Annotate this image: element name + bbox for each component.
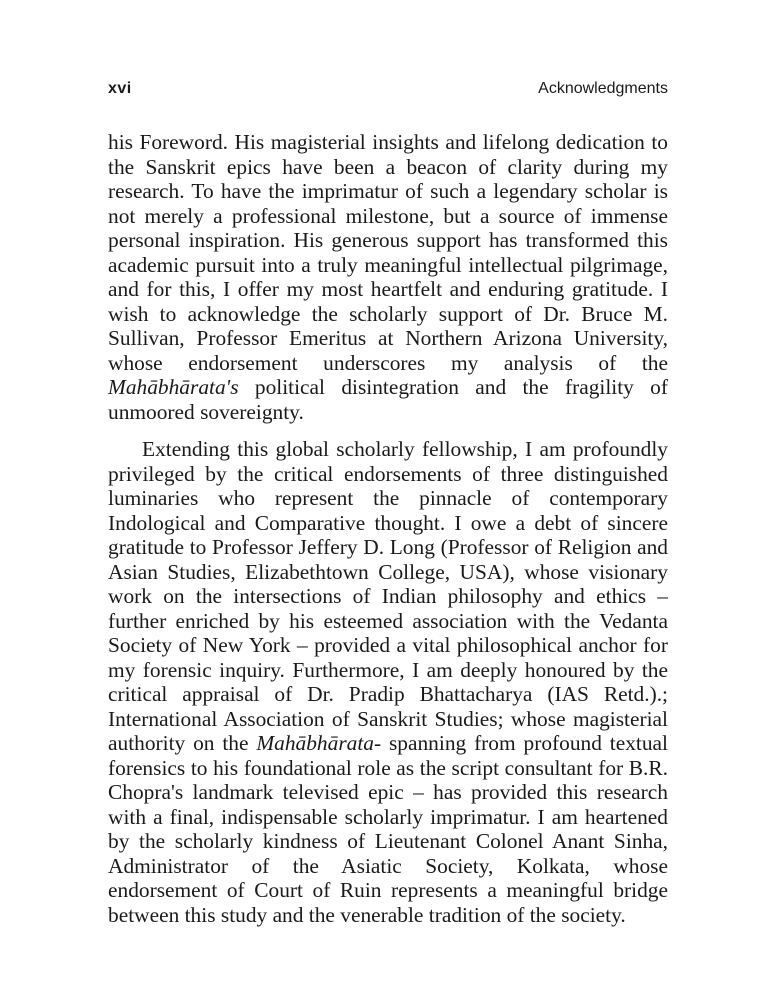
- running-section-title: Acknowledgments: [538, 80, 668, 97]
- paragraph-1-italic-title: Mahābhārata's: [108, 375, 239, 399]
- paragraph-2: [108, 437, 668, 927]
- body-text: [108, 130, 668, 927]
- paragraph-2-italic-title: Mahābhārata: [256, 731, 374, 755]
- paragraph-2-text-b: - spanning from profound textual forensics to his foundational role as the script consultant for B.R. Chopra's landmark televised epic – has provided this research with a final, indispensable scholarly imprimatur. I am heartened by the scholarly kindness of Lieutenant Colonel Anant Sinha, Administrator of the Asiatic Society, Kolkata, whose endorsement of Court of Ruin represents a meaningful bridge between this study and the venerable tradition of the society.: [108, 731, 668, 927]
- paragraph-2-text-a: Extending this global scholarly fellowship, I am profoundly privileged by the critical endorsements of three distinguished luminaries who represent the pinnacle of contemporary Indological and Comparative thought. I owe a debt of sincere gratitude to Professor Jeffery D. Long (Professor of Religion and Asian Studies, Elizabethtown College, USA), whose visionary work on the intersections of Indian philosophy and ethics – further enriched by his esteemed association with the Vedanta Society of New York – provided a vital philosophical anchor for my forensic inquiry. Furthermore, I am deeply honoured by the critical appraisal of Dr. Pradip Bhattacharya (IAS Retd.).; International Association of Sanskrit Studies; whose magisterial authority on the: [108, 437, 668, 755]
- paragraph-1: [108, 130, 668, 424]
- page-number: xvi: [108, 80, 132, 97]
- running-head: [108, 80, 668, 104]
- paragraph-1-text-a: his Foreword. His magisterial insights and lifelong dedication to the Sanskrit epics have been a beacon of clarity during my research. To have the imprimatur of such a legendary scholar is not merely a professional milestone, but a source of immense personal inspiration. His generous support has transformed this academic pursuit into a truly meaningful intellectual pilgrimage, and for this, I offer my most heartfelt and enduring gratitude. I wish to acknowledge the scholarly support of Dr. Bruce M. Sullivan, Professor Emeritus at Northern Arizona University, whose endorsement underscores my analysis of the: [108, 130, 668, 375]
- paragraph-1-text-b: political disintegration and the fragility of unmoored sovereignty.: [108, 375, 668, 424]
